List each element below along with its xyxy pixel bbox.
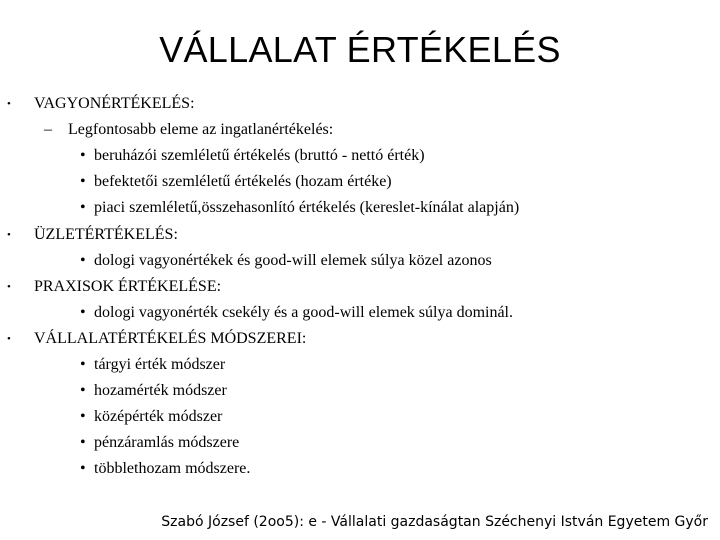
list-item	[80, 352, 225, 378]
list-item-text: pénzáramlás módszere	[94, 434, 240, 451]
list-item	[80, 248, 492, 274]
list-item-text: dologi vagyonérték csekély és a good-will elemek súlya dominál.	[94, 304, 513, 321]
list-item-text: többlethozam módszere.	[94, 460, 251, 477]
list-item-text: befektetői szemléletű értékelés (hozam értéke)	[94, 173, 392, 190]
list-item	[80, 169, 392, 195]
list-item	[80, 430, 239, 456]
list-item	[80, 378, 227, 404]
bullet-marker: •	[80, 252, 86, 269]
list-item	[80, 143, 425, 169]
sub-item-text: Legfontosabb eleme az ingatlanértékelés:	[68, 121, 334, 138]
section-heading-uzletertekeles: ÜZLETÉRTÉKELÉS:	[34, 226, 178, 243]
section-heading-praxisok: PRAXISOK ÉRTÉKELÉSE:	[34, 278, 222, 295]
sub-item	[44, 117, 333, 143]
bullet-marker: •	[80, 147, 86, 164]
bullet-marker: •	[7, 281, 11, 293]
bullet-marker: •	[80, 304, 86, 321]
list-item-text: tárgyi érték módszer	[94, 356, 226, 373]
bullet-marker: •	[80, 356, 86, 373]
section-heading-vagyonertekeles: VAGYONÉRTÉKELÉS:	[34, 95, 195, 112]
list-item-text: hozamérték módszer	[94, 382, 227, 399]
bullet-marker: •	[80, 408, 86, 425]
list-item	[80, 195, 519, 221]
list-item-text: középérték módszer	[94, 408, 223, 425]
list-item	[80, 456, 250, 482]
bullet-marker: •	[80, 382, 86, 399]
bullet-marker: •	[7, 98, 11, 110]
bullet-marker: •	[80, 434, 86, 451]
footer-citation: Szabó József (2oo5): e - Vállalati gazdaságtan Széchenyi István Egyetem Győr	[161, 514, 708, 530]
bullet-marker: •	[80, 460, 86, 477]
section-heading-modszerek: VÁLLALATÉRTÉKELÉS MÓDSZEREI:	[34, 330, 307, 347]
bullet-marker: •	[80, 173, 86, 190]
bullet-marker: •	[80, 199, 86, 216]
bullet-marker: •	[7, 229, 11, 241]
list-item	[80, 300, 513, 326]
slide-title: VÁLLALAT ÉRTÉKELÉS	[159, 29, 561, 70]
list-item-text: piaci szemléletű,összehasonlító értékelés (kereslet-kínálat alapján)	[94, 199, 520, 216]
list-item	[80, 404, 222, 430]
list-item-text: beruházói szemléletű értékelés (bruttó - nettó érték)	[94, 147, 425, 164]
list-item-text: dologi vagyonértékek és good-will elemek súlya közel azonos	[94, 252, 492, 269]
bullet-marker: •	[7, 333, 11, 345]
dash-marker: –	[44, 121, 52, 138]
